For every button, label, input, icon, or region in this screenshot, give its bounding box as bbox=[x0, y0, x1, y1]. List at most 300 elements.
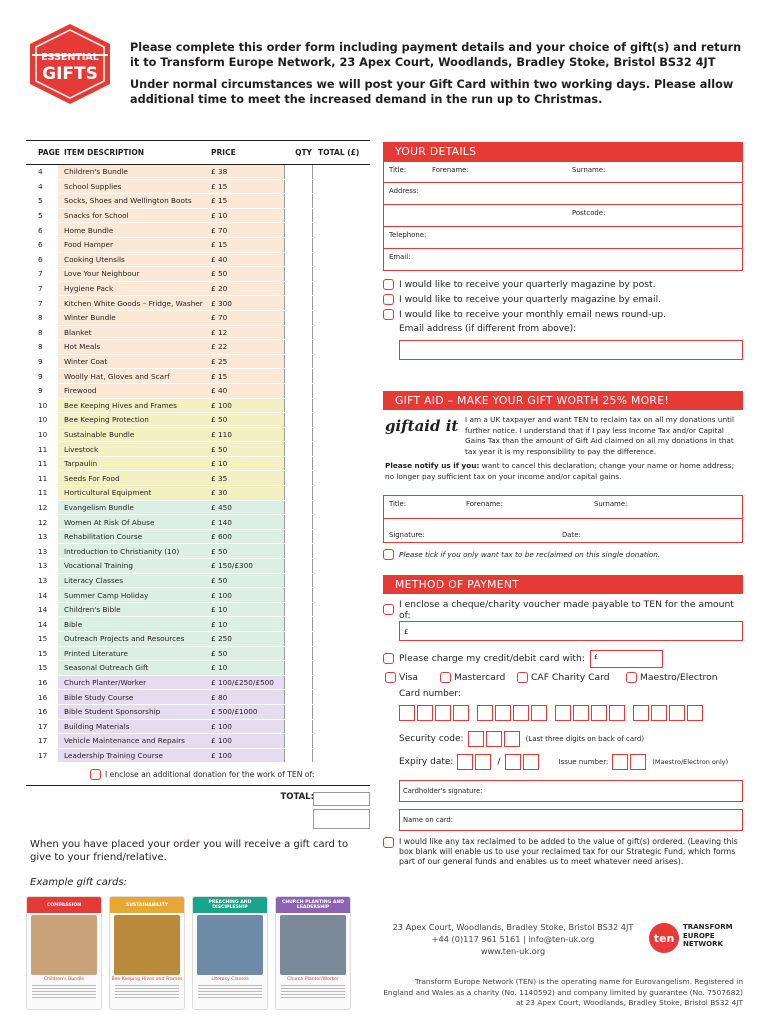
postcode-label: Postcode: bbox=[572, 209, 606, 217]
row-desc: Bee Keeping Protection bbox=[58, 413, 206, 427]
row-qty-input[interactable] bbox=[284, 311, 312, 325]
row-total-input[interactable] bbox=[312, 413, 370, 427]
giftaid-signature-label: Signature: bbox=[389, 531, 425, 539]
row-qty-input[interactable] bbox=[284, 647, 312, 661]
opt-email-label: I would like to receive your quarterly magazine by email. bbox=[399, 294, 662, 305]
gift-card-caption: Children's Bundle bbox=[43, 977, 85, 982]
your-details-heading: YOUR DETAILS bbox=[383, 142, 743, 161]
row-page: 6 bbox=[38, 225, 43, 235]
gift-card-photo bbox=[280, 915, 346, 975]
row-page: 14 bbox=[38, 605, 48, 615]
row-price: £ 100 bbox=[206, 720, 284, 734]
table-row bbox=[26, 340, 370, 355]
row-qty-input[interactable] bbox=[284, 603, 312, 617]
row-price: £ 15 bbox=[206, 369, 284, 383]
maestro-checkbox[interactable] bbox=[626, 672, 637, 683]
forename-label: Forename: bbox=[432, 166, 469, 174]
ten-logo-mark: ten bbox=[649, 923, 679, 953]
row-total-input[interactable] bbox=[312, 530, 370, 544]
row-desc: Building Materials bbox=[58, 720, 206, 734]
row-qty-input[interactable] bbox=[284, 530, 312, 544]
card-number-boxes[interactable] bbox=[383, 702, 743, 721]
opt-news-checkbox[interactable] bbox=[383, 309, 394, 320]
card-number-group[interactable] bbox=[555, 702, 627, 721]
giftaid-notify-text: want to cancel this declaration; change your name or home address; no longer pay sufficient tax on your income and/or capital gains. bbox=[385, 461, 734, 481]
security-boxes[interactable] bbox=[468, 731, 522, 747]
row-total-input[interactable] bbox=[312, 165, 370, 179]
row-price: £ 15 bbox=[206, 238, 284, 252]
row-qty-input[interactable] bbox=[284, 501, 312, 515]
row-desc: Livestock bbox=[58, 442, 206, 456]
row-price: £ 10 bbox=[206, 209, 284, 223]
row-page: 8 bbox=[38, 342, 43, 352]
row-page: 10 bbox=[38, 415, 48, 425]
row-price: £ 10 bbox=[206, 457, 284, 471]
table-row bbox=[26, 661, 370, 676]
row-total-input[interactable] bbox=[312, 457, 370, 471]
row-total-input[interactable] bbox=[312, 501, 370, 515]
example-gift-card bbox=[26, 896, 102, 1010]
row-total-input[interactable] bbox=[312, 223, 370, 237]
cheque-row bbox=[383, 598, 743, 621]
row-total-input[interactable] bbox=[312, 749, 370, 763]
table-row bbox=[26, 238, 370, 253]
row-price: £ 15 bbox=[206, 180, 284, 194]
row-price: £ 15 bbox=[206, 194, 284, 208]
footer-brand: TRANSFORM EUROPE NETWORK bbox=[683, 923, 733, 948]
footer-address: 23 Apex Court, Woodlands, Bradley Stoke, Bristol BS32 4JT bbox=[392, 922, 634, 932]
card-number-group[interactable] bbox=[477, 702, 549, 721]
col-desc: ITEM DESCRIPTION bbox=[64, 148, 144, 157]
row-desc: Winter Bundle bbox=[58, 311, 206, 325]
gift-card-text: When you have placed your order you will receive a gift card to give to your friend/relative. bbox=[30, 839, 349, 863]
opt-post bbox=[383, 277, 743, 292]
row-qty-input[interactable] bbox=[284, 253, 312, 267]
cheque-amount-input[interactable] bbox=[399, 621, 743, 641]
row-total-input[interactable] bbox=[312, 340, 370, 354]
row-page: 11 bbox=[38, 488, 48, 498]
table-row bbox=[26, 574, 370, 589]
cheque-checkbox[interactable] bbox=[383, 604, 394, 615]
row-qty-input[interactable] bbox=[284, 705, 312, 719]
card-amount-pound: £ bbox=[593, 652, 599, 661]
extra-donation-checkbox[interactable] bbox=[90, 769, 101, 780]
table-row bbox=[26, 603, 370, 618]
total-input[interactable] bbox=[313, 809, 370, 829]
gift-card-caption: Bee Keeping Hives and Frames bbox=[111, 977, 183, 982]
row-price: £ 10 bbox=[206, 617, 284, 631]
row-total-input[interactable] bbox=[312, 647, 370, 661]
cardholder-signature-label: Cardholder's signature: bbox=[403, 787, 483, 795]
row-qty-input[interactable] bbox=[284, 326, 312, 340]
mastercard-checkbox[interactable] bbox=[440, 672, 451, 683]
opt-news bbox=[383, 307, 743, 322]
table-row bbox=[26, 617, 370, 632]
table-row bbox=[26, 399, 370, 414]
card-digit-box[interactable] bbox=[417, 705, 433, 721]
row-qty-input[interactable] bbox=[284, 194, 312, 208]
row-qty-input[interactable] bbox=[284, 355, 312, 369]
visa-checkbox[interactable] bbox=[385, 672, 396, 683]
row-desc: Tarpaulin bbox=[58, 457, 206, 471]
table-row bbox=[26, 209, 370, 224]
row-total-input[interactable] bbox=[312, 369, 370, 383]
row-total-input[interactable] bbox=[312, 180, 370, 194]
card-amount-input[interactable] bbox=[590, 650, 663, 668]
row-desc: Food Hamper bbox=[58, 238, 206, 252]
row-page: 16 bbox=[38, 678, 48, 688]
row-total-input[interactable] bbox=[312, 603, 370, 617]
row-total-input[interactable] bbox=[312, 676, 370, 690]
table-row bbox=[26, 486, 370, 501]
row-qty-input[interactable] bbox=[284, 209, 312, 223]
row-price: £ 50 bbox=[206, 442, 284, 456]
gift-card-caption: Church Planter/Worker bbox=[287, 977, 339, 982]
row-total-input[interactable] bbox=[312, 705, 370, 719]
opt-post-checkbox[interactable] bbox=[383, 279, 394, 290]
table-row bbox=[26, 326, 370, 341]
row-total-input[interactable] bbox=[312, 399, 370, 413]
card-type-row bbox=[383, 670, 743, 685]
example-gift-card bbox=[275, 896, 351, 1010]
card-digit-box[interactable] bbox=[531, 705, 547, 721]
row-qty-input[interactable] bbox=[284, 428, 312, 442]
row-qty-input[interactable] bbox=[284, 180, 312, 194]
row-page: 6 bbox=[38, 254, 43, 264]
row-desc: Woolly Hat, Gloves and Scarf bbox=[58, 369, 206, 383]
table-row bbox=[26, 588, 370, 603]
col-page: PAGE bbox=[38, 148, 60, 157]
opt-email-checkbox[interactable] bbox=[383, 294, 394, 305]
row-qty-input[interactable] bbox=[284, 661, 312, 675]
row-price: £ 140 bbox=[206, 515, 284, 529]
expiry-year-boxes[interactable] bbox=[505, 754, 541, 770]
order-table-header bbox=[26, 140, 370, 165]
alt-email-input[interactable] bbox=[399, 340, 743, 360]
row-qty-input[interactable] bbox=[284, 676, 312, 690]
row-total-input[interactable] bbox=[312, 588, 370, 602]
row-desc: Snacks for School bbox=[58, 209, 206, 223]
row-qty-input[interactable] bbox=[284, 486, 312, 500]
row-price: £ 50 bbox=[206, 413, 284, 427]
table-row bbox=[26, 428, 370, 443]
expiry-month-boxes[interactable] bbox=[457, 754, 493, 770]
row-desc: Church Planter/Worker bbox=[58, 676, 206, 690]
table-row bbox=[26, 690, 370, 705]
row-qty-input[interactable] bbox=[284, 734, 312, 748]
row-desc: Vocational Training bbox=[58, 559, 206, 573]
giftaid-tick-label: Please tick if you only want tax to be reclaimed on this single donation. bbox=[399, 550, 661, 559]
footer-legal: Transform Europe Network (TEN) is the operating name for Eurovangelism. Registered in England and Wales as a charity (No. 1140592) and company limited by guarantee (No. 7507682) at 23 Apex Court, Woodlands, Bradley Stoke, Bristol BS32 4JT bbox=[383, 977, 743, 1007]
row-desc: Introduction to Christianity (10) bbox=[58, 544, 206, 558]
card-digit-box[interactable] bbox=[669, 705, 685, 721]
row-desc: Leadership Training Course bbox=[58, 749, 206, 763]
row-desc: Socks, Shoes and Wellington Boots bbox=[58, 194, 206, 208]
row-qty-input[interactable] bbox=[284, 238, 312, 252]
row-qty-input[interactable] bbox=[284, 544, 312, 558]
row-qty-input[interactable] bbox=[284, 617, 312, 631]
row-desc: Love Your Neighbour bbox=[58, 267, 206, 281]
col-price: PRICE bbox=[211, 148, 236, 157]
example-label: Example gift cards: bbox=[30, 877, 127, 888]
row-total-input[interactable] bbox=[312, 471, 370, 485]
row-page: 16 bbox=[38, 692, 48, 702]
card-digit-box[interactable] bbox=[687, 705, 703, 721]
row-desc: Evangelism Bundle bbox=[58, 501, 206, 515]
card-charge-checkbox[interactable] bbox=[383, 653, 394, 664]
example-gift-card bbox=[192, 896, 268, 1010]
address-field[interactable] bbox=[383, 183, 743, 205]
row-price: £ 100 bbox=[206, 734, 284, 748]
row-page: 9 bbox=[38, 386, 43, 396]
table-row bbox=[26, 559, 370, 574]
row-page: 16 bbox=[38, 707, 48, 717]
card-digit-box[interactable] bbox=[399, 705, 415, 721]
row-qty-input[interactable] bbox=[284, 574, 312, 588]
extra-donation-input[interactable] bbox=[313, 792, 370, 806]
table-row bbox=[26, 413, 370, 428]
row-qty-input[interactable] bbox=[284, 399, 312, 413]
card-digit-box[interactable] bbox=[633, 705, 649, 721]
row-total-input[interactable] bbox=[312, 515, 370, 529]
row-total-input[interactable] bbox=[312, 296, 370, 310]
card-digit-box[interactable] bbox=[453, 705, 469, 721]
card-digit-box[interactable] bbox=[513, 705, 529, 721]
giftaid-name-row[interactable] bbox=[383, 495, 743, 519]
row-page: 15 bbox=[38, 634, 48, 644]
row-qty-input[interactable] bbox=[284, 457, 312, 471]
issue-boxes[interactable] bbox=[612, 754, 648, 770]
row-page: 7 bbox=[38, 298, 43, 308]
row-total-input[interactable] bbox=[312, 428, 370, 442]
row-qty-input[interactable] bbox=[284, 223, 312, 237]
row-price: £ 150/£300 bbox=[206, 559, 284, 573]
row-page: 14 bbox=[38, 590, 48, 600]
row-qty-input[interactable] bbox=[284, 282, 312, 296]
table-row bbox=[26, 180, 370, 195]
row-total-input[interactable] bbox=[312, 661, 370, 675]
row-total-input[interactable] bbox=[312, 326, 370, 340]
card-digit-box[interactable] bbox=[555, 705, 571, 721]
card-digit-box[interactable] bbox=[477, 705, 493, 721]
caf-checkbox[interactable] bbox=[517, 672, 528, 683]
table-row bbox=[26, 515, 370, 530]
gift-card-photo bbox=[197, 915, 263, 975]
row-page: 17 bbox=[38, 721, 48, 731]
card-digit-box[interactable] bbox=[609, 705, 625, 721]
row-qty-input[interactable] bbox=[284, 588, 312, 602]
row-qty-input[interactable] bbox=[284, 515, 312, 529]
row-price: £ 35 bbox=[206, 471, 284, 485]
row-page: 12 bbox=[38, 517, 48, 527]
table-row bbox=[26, 282, 370, 297]
name-on-card-field[interactable] bbox=[399, 809, 743, 831]
row-price: £ 25 bbox=[206, 355, 284, 369]
row-page: 17 bbox=[38, 751, 48, 761]
row-price: £ 100 bbox=[206, 749, 284, 763]
email-field[interactable] bbox=[383, 249, 743, 271]
row-total-input[interactable] bbox=[312, 194, 370, 208]
opt-news-label: I would like to receive your monthly email news round-up. bbox=[399, 309, 667, 320]
row-qty-input[interactable] bbox=[284, 340, 312, 354]
giftaid-surname-label: Surname: bbox=[594, 500, 628, 508]
row-total-input[interactable] bbox=[312, 486, 370, 500]
row-qty-input[interactable] bbox=[284, 165, 312, 179]
gift-aid-heading: GIFT AID – MAKE YOUR GIFT WORTH 25% MORE! bbox=[383, 391, 743, 410]
payment-section bbox=[383, 575, 743, 867]
gift-card-text-lines bbox=[115, 985, 179, 999]
row-qty-input[interactable] bbox=[284, 296, 312, 310]
footer-phone: +44 (0)117 961 5161 | info@ten-uk.org bbox=[431, 934, 595, 944]
reclaim-row bbox=[383, 837, 743, 867]
row-page: 13 bbox=[38, 546, 48, 556]
row-qty-input[interactable] bbox=[284, 384, 312, 398]
row-qty-input[interactable] bbox=[284, 267, 312, 281]
card-digit-box[interactable] bbox=[435, 705, 451, 721]
row-desc: Winter Coat bbox=[58, 355, 206, 369]
row-desc: Printed Literature bbox=[58, 647, 206, 661]
card-digit-box[interactable] bbox=[591, 705, 607, 721]
card-number-group[interactable] bbox=[633, 702, 705, 721]
extra-donation-label: I enclose an additional donation for the work of TEN of: bbox=[105, 769, 315, 779]
total-label: TOTAL: bbox=[280, 791, 314, 802]
row-desc: Rehabilitation Course bbox=[58, 530, 206, 544]
table-row bbox=[26, 749, 370, 764]
row-desc: Women At Risk Of Abuse bbox=[58, 515, 206, 529]
row-qty-input[interactable] bbox=[284, 632, 312, 646]
card-number-group[interactable] bbox=[399, 702, 471, 721]
surname-label: Surname: bbox=[572, 166, 606, 174]
row-total-input[interactable] bbox=[312, 282, 370, 296]
alt-email-label: Email address (if different from above): bbox=[399, 324, 577, 334]
giftaid-tick-checkbox[interactable] bbox=[383, 549, 394, 560]
row-desc: Cooking Utensils bbox=[58, 253, 206, 267]
giftaid-title-label: Title: bbox=[389, 500, 407, 508]
row-qty-input[interactable] bbox=[284, 559, 312, 573]
row-total-input[interactable] bbox=[312, 253, 370, 267]
row-desc: Outreach Projects and Resources bbox=[58, 632, 206, 646]
row-price: £ 30 bbox=[206, 486, 284, 500]
your-details-section bbox=[383, 142, 743, 360]
table-row bbox=[26, 223, 370, 238]
address-label: Address: bbox=[389, 187, 419, 195]
card-digit-box[interactable] bbox=[651, 705, 667, 721]
row-page: 7 bbox=[38, 284, 43, 294]
row-page: 10 bbox=[38, 400, 48, 410]
row-page: 17 bbox=[38, 736, 48, 746]
row-price: £ 600 bbox=[206, 530, 284, 544]
row-qty-input[interactable] bbox=[284, 413, 312, 427]
row-total-input[interactable] bbox=[312, 544, 370, 558]
row-price: £ 10 bbox=[206, 661, 284, 675]
mastercard-label: Mastercard bbox=[454, 672, 506, 683]
expiry-slash: / bbox=[497, 757, 501, 767]
row-qty-input[interactable] bbox=[284, 471, 312, 485]
gift-card-head: CHURCH PLANTING AND LEADERSHIP bbox=[276, 897, 350, 913]
row-desc: Bible Study Course bbox=[58, 690, 206, 704]
postcode-field[interactable] bbox=[383, 205, 743, 227]
row-total-input[interactable] bbox=[312, 355, 370, 369]
row-price: £ 40 bbox=[206, 253, 284, 267]
row-total-input[interactable] bbox=[312, 559, 370, 573]
gift-card-text-lines bbox=[198, 985, 262, 999]
row-total-input[interactable] bbox=[312, 442, 370, 456]
row-qty-input[interactable] bbox=[284, 442, 312, 456]
card-digit-box[interactable] bbox=[573, 705, 589, 721]
table-row bbox=[26, 311, 370, 326]
row-total-input[interactable] bbox=[312, 209, 370, 223]
row-price: £ 450 bbox=[206, 501, 284, 515]
row-total-input[interactable] bbox=[312, 617, 370, 631]
row-page: 8 bbox=[38, 327, 43, 337]
cardholder-signature-field[interactable] bbox=[399, 780, 743, 802]
row-qty-input[interactable] bbox=[284, 720, 312, 734]
row-price: £ 40 bbox=[206, 384, 284, 398]
reclaim-checkbox[interactable] bbox=[383, 837, 394, 848]
row-desc: Seeds For Food bbox=[58, 471, 206, 485]
row-qty-input[interactable] bbox=[284, 749, 312, 763]
gift-card-info bbox=[30, 838, 360, 889]
row-total-input[interactable] bbox=[312, 690, 370, 704]
security-note: (Last three digits on back of card) bbox=[525, 735, 645, 743]
row-total-input[interactable] bbox=[312, 632, 370, 646]
row-page: 4 bbox=[38, 181, 43, 191]
cheque-label: I enclose a cheque/charity voucher made payable to TEN for the amount of: bbox=[399, 598, 734, 621]
row-price: £ 20 bbox=[206, 282, 284, 296]
logo-line2: GIFTS bbox=[42, 64, 98, 84]
row-total-input[interactable] bbox=[312, 311, 370, 325]
row-price: £ 50 bbox=[206, 544, 284, 558]
gift-card-head: COMPASSION bbox=[27, 897, 101, 913]
row-qty-input[interactable] bbox=[284, 369, 312, 383]
row-page: 9 bbox=[38, 371, 43, 381]
card-digit-box[interactable] bbox=[495, 705, 511, 721]
row-desc: Hot Meals bbox=[58, 340, 206, 354]
telephone-label: Telephone: bbox=[389, 231, 427, 239]
row-total-input[interactable] bbox=[312, 720, 370, 734]
giftaid-signature-row[interactable] bbox=[383, 519, 743, 543]
row-total-input[interactable] bbox=[312, 734, 370, 748]
order-rows bbox=[26, 165, 370, 763]
table-row bbox=[26, 267, 370, 282]
row-price: £ 250 bbox=[206, 632, 284, 646]
row-total-input[interactable] bbox=[312, 238, 370, 252]
row-desc: Children's Bible bbox=[58, 603, 206, 617]
card-charge-label: Please charge my credit/debit card with: bbox=[399, 653, 585, 664]
row-page: 11 bbox=[38, 473, 48, 483]
row-price: £ 100 bbox=[206, 588, 284, 602]
table-row bbox=[26, 165, 370, 180]
opt-email bbox=[383, 292, 743, 307]
table-row bbox=[26, 647, 370, 662]
table-row bbox=[26, 355, 370, 370]
row-total-input[interactable] bbox=[312, 267, 370, 281]
table-row bbox=[26, 720, 370, 735]
details-name-row[interactable] bbox=[383, 161, 743, 183]
row-qty-input[interactable] bbox=[284, 690, 312, 704]
row-price: £ 10 bbox=[206, 603, 284, 617]
gift-card-head: PREACHING AND DISCIPLESHIP bbox=[193, 897, 267, 913]
row-total-input[interactable] bbox=[312, 574, 370, 588]
example-cards bbox=[26, 896, 351, 1010]
telephone-field[interactable] bbox=[383, 227, 743, 249]
example-gift-card bbox=[109, 896, 185, 1010]
table-row bbox=[26, 194, 370, 209]
logo-line1: ESSENTIAL bbox=[41, 52, 99, 63]
row-price: £ 70 bbox=[206, 223, 284, 237]
row-price: £ 22 bbox=[206, 340, 284, 354]
row-total-input[interactable] bbox=[312, 384, 370, 398]
